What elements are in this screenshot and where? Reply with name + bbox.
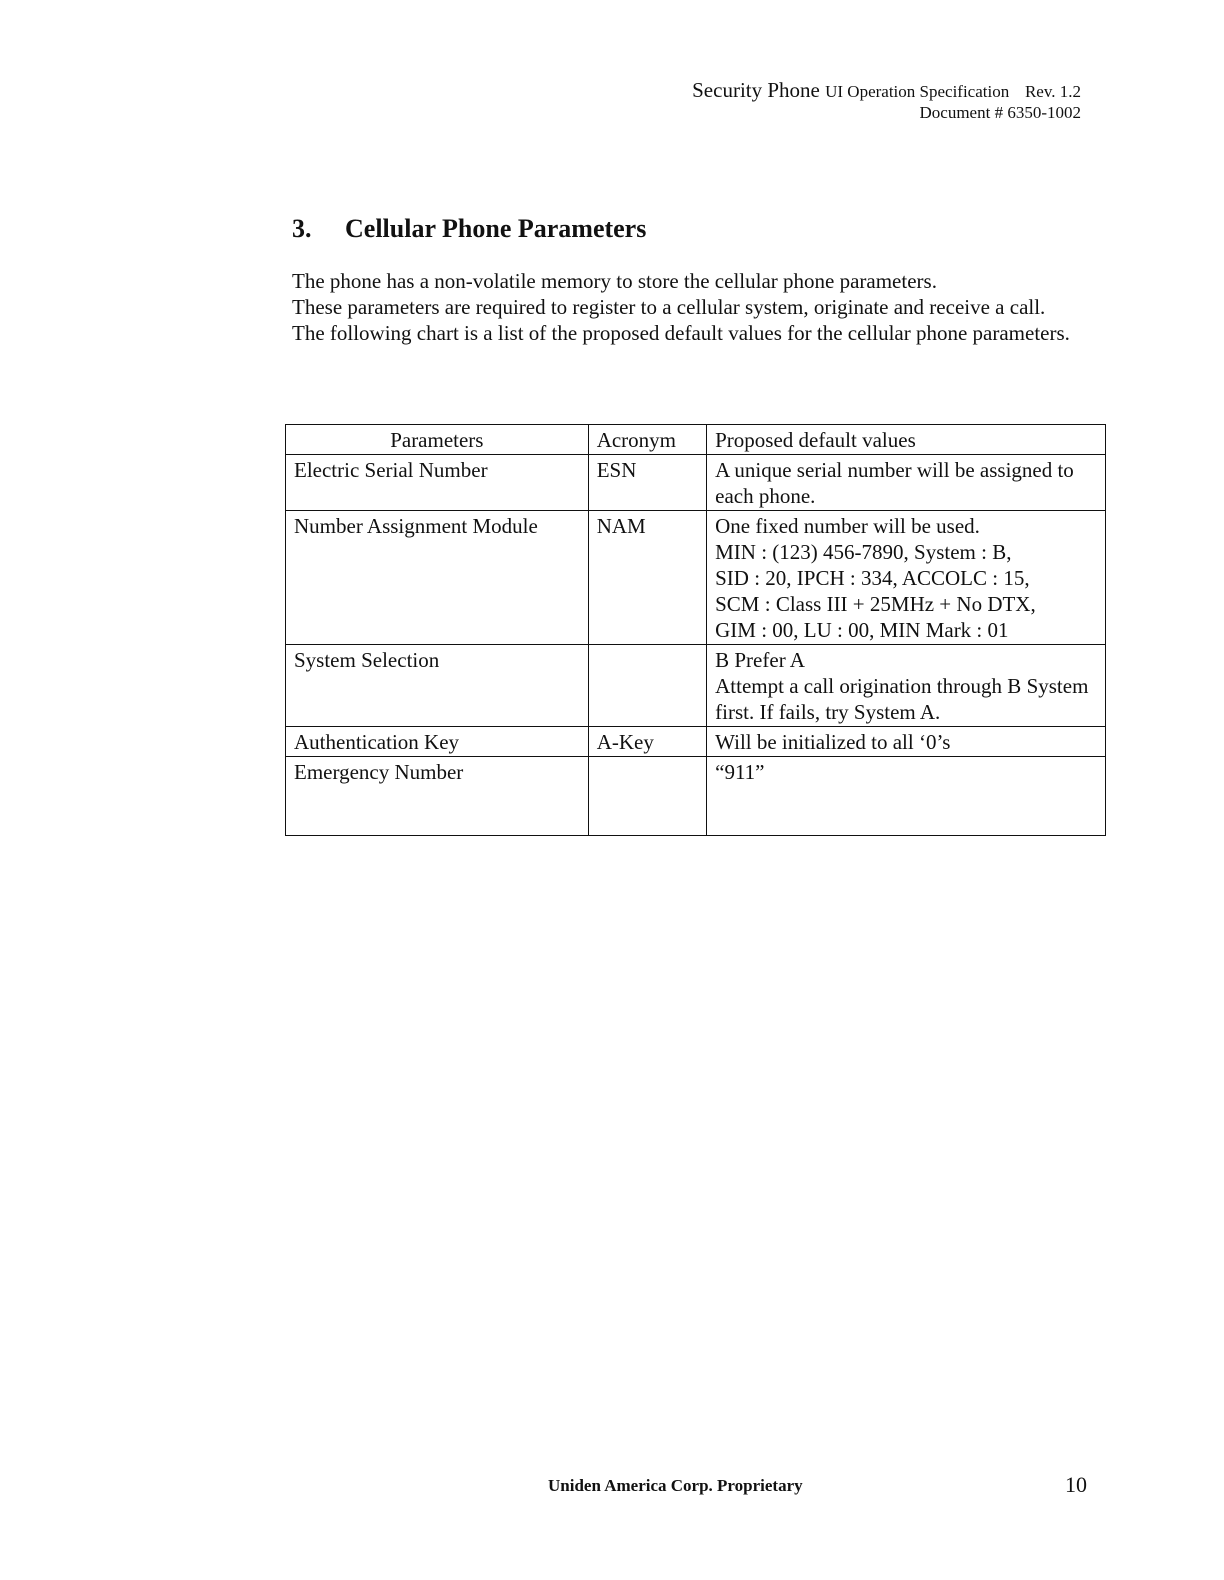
cell-acronym bbox=[588, 757, 706, 836]
cell-acronym: NAM bbox=[588, 511, 706, 645]
header-title-small: UI Operation Specification bbox=[825, 82, 1010, 101]
cell-values bbox=[707, 455, 1106, 511]
table-row bbox=[286, 727, 1106, 757]
section-heading bbox=[292, 214, 646, 244]
cell-acronym: A-Key bbox=[588, 727, 706, 757]
table-row bbox=[286, 757, 1106, 836]
intro-text bbox=[292, 268, 1072, 346]
header-document-number: Document # 6350-1002 bbox=[919, 103, 1081, 123]
section-number: 3. bbox=[292, 214, 312, 243]
cell-parameter: System Selection bbox=[286, 645, 589, 727]
cell-acronym: ESN bbox=[588, 455, 706, 511]
cell-parameter: Electric Serial Number bbox=[286, 455, 589, 511]
header-title-main: Security Phone bbox=[692, 78, 820, 102]
value-line: Will be initialized to all ‘0’s bbox=[715, 730, 951, 754]
page-number: 10 bbox=[1065, 1472, 1087, 1497]
intro-paragraph: The following chart is a list of the proposed default values for the cellular phone parameters. bbox=[292, 321, 1070, 345]
parameters-table bbox=[285, 424, 1106, 836]
value-line: MIN : (123) 456-7890, System : B, bbox=[715, 540, 1012, 564]
intro-paragraph: The phone has a non-volatile memory to store the cellular phone parameters. bbox=[292, 269, 937, 293]
header-title-line bbox=[692, 78, 1081, 102]
cell-values bbox=[707, 727, 1106, 757]
header-revision: Rev. 1.2 bbox=[1024, 82, 1081, 101]
value-line: GIM : 00, LU : 00, MIN Mark : 01 bbox=[715, 618, 1009, 642]
cell-parameter: Authentication Key bbox=[286, 727, 589, 757]
value-line: “911” bbox=[715, 760, 765, 784]
value-line: SCM : Class III + 25MHz + No DTX, bbox=[715, 592, 1036, 616]
value-line: A unique serial number will be assigned to each phone. bbox=[715, 458, 1074, 508]
cell-values bbox=[707, 511, 1106, 645]
value-line: One fixed number will be used. bbox=[715, 514, 980, 538]
cell-parameter: Emergency Number bbox=[286, 757, 589, 836]
table-row bbox=[286, 511, 1106, 645]
value-line: SID : 20, IPCH : 334, ACCOLC : 15, bbox=[715, 566, 1030, 590]
cell-values bbox=[707, 645, 1106, 727]
table-row bbox=[286, 455, 1106, 511]
footer-company: Uniden America Corp. Proprietary bbox=[548, 1476, 803, 1495]
section-title: Cellular Phone Parameters bbox=[345, 214, 647, 243]
cell-parameter: Number Assignment Module bbox=[286, 511, 589, 645]
header-acronym: Acronym bbox=[588, 425, 706, 455]
header-proposed-default-values: Proposed default values bbox=[707, 425, 1106, 455]
table-row bbox=[286, 645, 1106, 727]
intro-paragraph: These parameters are required to register to a cellular system, originate and receive a call. bbox=[292, 295, 1046, 319]
value-line: Attempt a call origination through B System first. If fails, try System A. bbox=[715, 674, 1089, 724]
header-parameters: Parameters bbox=[286, 425, 589, 455]
value-line: B Prefer A bbox=[715, 648, 805, 672]
page-header bbox=[692, 78, 1081, 123]
cell-acronym bbox=[588, 645, 706, 727]
cell-values bbox=[707, 757, 1106, 836]
table-header-row bbox=[286, 425, 1106, 455]
